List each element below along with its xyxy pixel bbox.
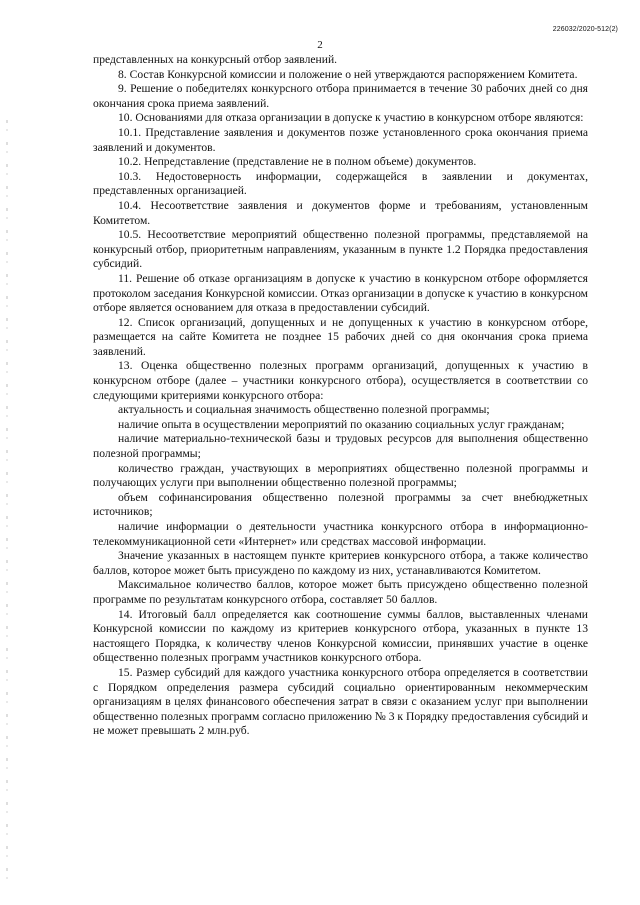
criterion-item: наличие информации о деятельности участника конкурсного отбора в информационно-телекоммуникационной сети «Интернет» или средствах массовой информации. [93,520,588,548]
document-id: 226032/2020-512(2) [552,26,618,33]
paragraph: Максимальное количество баллов, которое может быть присуждено общественно полезной программе по результатам конкурсного отбора, составляет 50 баллов. [93,578,588,606]
paragraph: Значение указанных в настоящем пункте критериев конкурсного отбора, а также количество баллов, которое может быть присуждено по каждому из них, устанавливаются Комитетом. [93,549,588,577]
paragraph: 10. Основаниями для отказа организации в допуске к участию в конкурсном отборе являются: [118,111,584,125]
criterion-item: наличие опыта в осуществлении мероприятий по оказанию социальных услуг гражданам; [118,417,565,431]
paragraph: 8. Состав Конкурсной комиссии и положение о ней утверждаются распоряжением Комитета. [118,67,578,81]
paragraph: 11. Решение об отказе организациям в допуске к участию в конкурсном отборе оформляется протоколом заседания Конкурсной комиссии. Отказ организации в допуске к участию в конкурсном отборе является основанием для отказа в предоставлении субсидий. [93,271,588,315]
paragraph: 15. Размер субсидий для каждого участника конкурсного отбора определяется в соответствии с Порядком определения размера субсидий социально ориентированным некоммерческим организациям в целях финансового обеспечения затрат в связи с оказанием услуг при выполнении общественно полезных программ согласно приложению № 3 к Порядку предоставления субсидий и не может превышать 2 млн.руб. [93,665,588,738]
criterion-item: наличие материально-технической базы и трудовых ресурсов для выполнения общественно полезной программы; [93,432,588,461]
paragraph: 10.5. Несоответствие мероприятий общественно полезной программы, представляемой на конкурсный отбор, приоритетным направлениям, указанным в пункте 1.2 Порядка предоставления субсидий. [93,228,588,271]
paragraph: 10.1. Представление заявления и документов позже установленного срока окончания приема заявлений и документов. [93,125,588,154]
criterion-item: количество граждан, участвующих в мероприятиях общественно полезной программы и получающих услуги при выполнении общественно полезной программы; [93,461,588,490]
paragraph: 13. Оценка общественно полезных программ организаций, допущенных к участию в конкурсном отборе (далее – участники конкурсного отбора), осуществляется в соответствии со следующими критериями конкурсного отбора: [93,359,588,402]
paragraph: 10.3. Недостоверность информации, содержащейся в заявлении и документах, представленных организацией. [93,169,588,198]
paragraph: 9. Решение о победителях конкурсного отбора принимается в течение 30 рабочих дней со дня окончания срока приема заявлений. [93,82,588,110]
paragraph: 10.4. Несоответствие заявления и документов форме и требованиям, установленным Комитетом. [93,198,588,227]
scan-edge-artifact [6,120,8,880]
paragraph: представленных на конкурсный отбор заявлений. [93,53,338,66]
page-number: 2 [317,39,323,51]
criterion-item: актуальность и социальная значимость общественно полезной программы; [118,403,490,417]
paragraph: 14. Итоговый балл определяется как соотношение суммы баллов, выставленных членами Конкурсной комиссии по каждому из критериев конкурсного отбора, указанных в пункте 13 настоящего Порядка, к количеству членов Конкурсной комиссии, принявших участие в оценке общественно полезных программ участников конкурсного отбора. [93,607,588,665]
paragraph: 10.2. Непредставление (представление не в полном объеме) документов. [118,155,477,169]
criterion-item: объем софинансирования общественно полезной программы за счет внебюджетных источников; [93,490,588,519]
paragraph: 12. Список организаций, допущенных и не допущенных к участию в конкурсном отборе, размещается на сайте Комитета не позднее 15 рабочих дней со дня окончания срока приема заявлений. [93,315,588,358]
document-body [93,53,588,739]
